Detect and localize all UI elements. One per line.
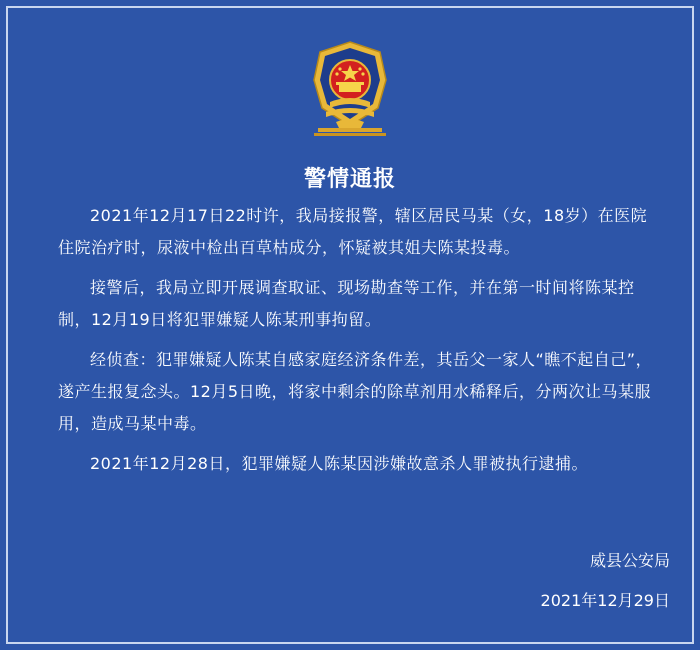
issuing-agency: 威县公安局 xyxy=(589,551,670,570)
paragraph-response: 接警后，我局立即开展调查取证、现场勘查等工作，并在第一时间将陈某控制，12月19日将犯罪嫌疑人陈某刑事拘留。 xyxy=(58,278,635,329)
paragraph-arrest: 2021年12月28日，犯罪嫌疑人陈某因涉嫌故意杀人罪被执行逮捕。 xyxy=(90,454,588,473)
police-emblem-icon xyxy=(300,38,400,138)
notice-body xyxy=(58,200,653,488)
notice-title: 警情通报 xyxy=(303,167,396,192)
paragraph-investigation: 经侦查：犯罪嫌疑人陈某自感家庭经济条件差，其岳父一家人“瞧不起自己”，遂产生报复念头。12月5日晚，将家中剩余的除草剂用水稀释后，分两次让马某服用，造成马某中毒。 xyxy=(58,350,653,433)
issue-date: 2021年12月29日 xyxy=(540,591,670,610)
paragraph-report: 2021年12月17日22时许，我局接报警，辖区居民马某（女，18岁）在医院住院治疗时，尿液中检出百草枯成分，怀疑被其姐夫陈某投毒。 xyxy=(58,206,648,257)
